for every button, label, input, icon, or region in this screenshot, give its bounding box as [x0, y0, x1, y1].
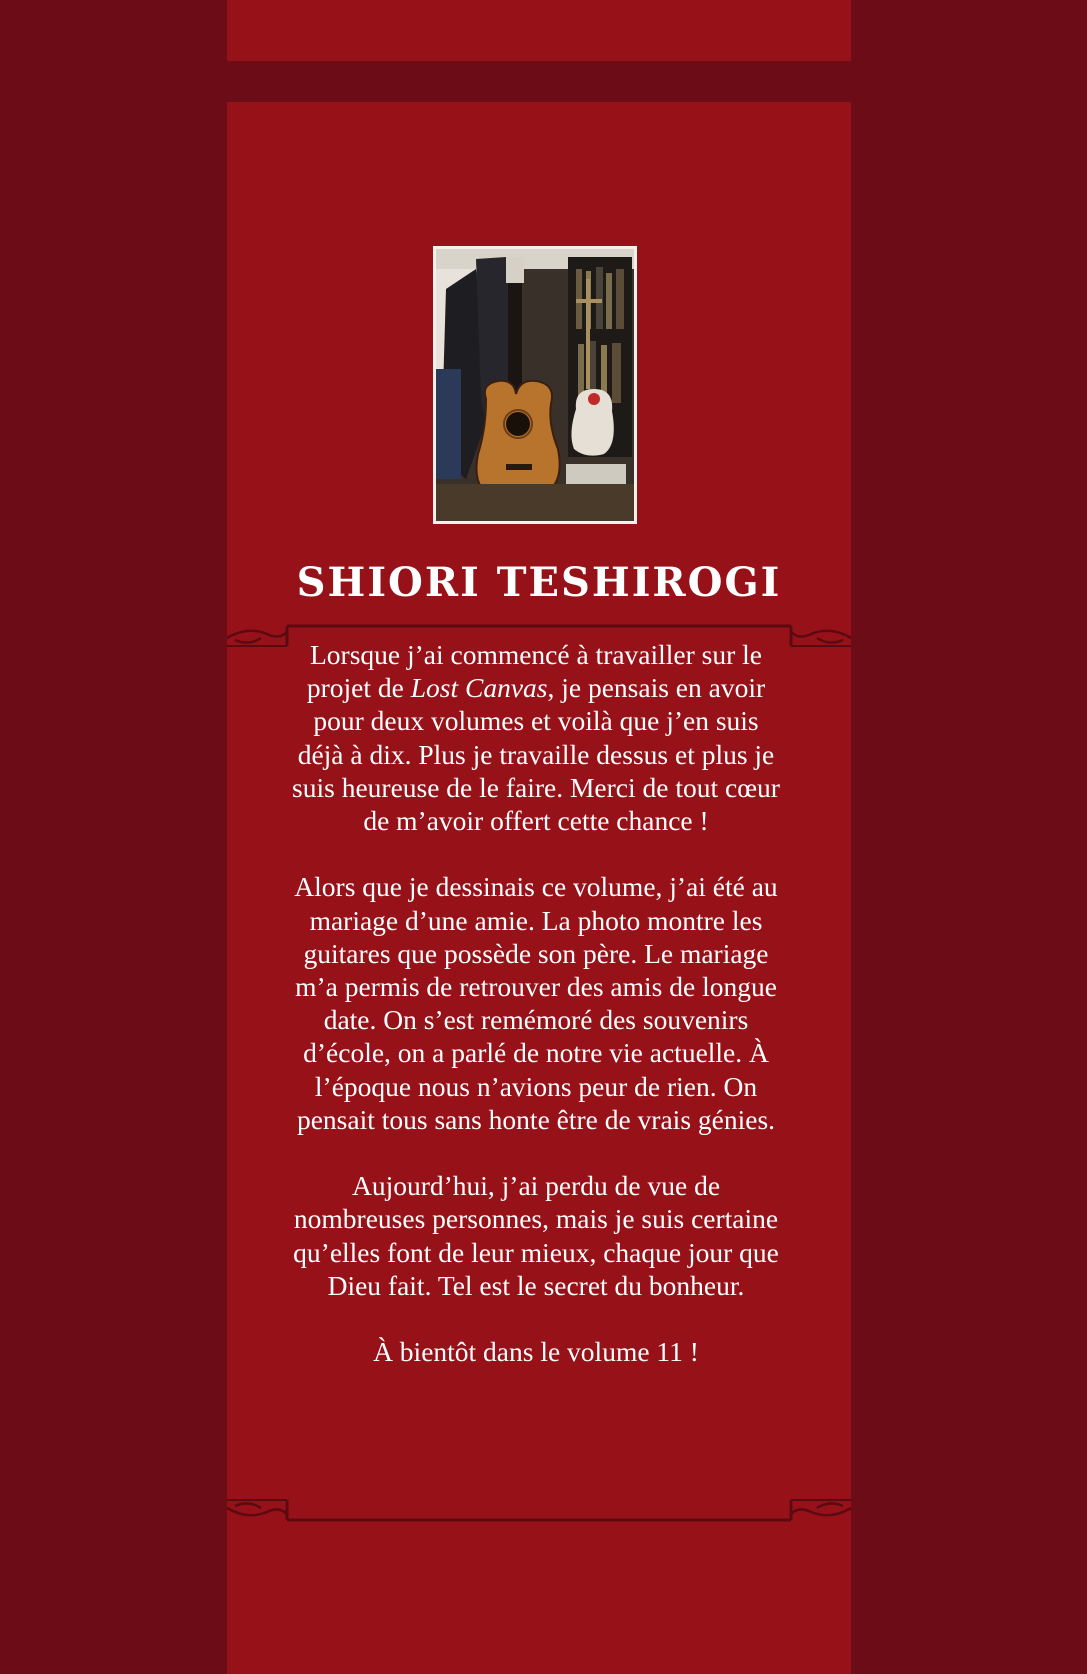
top-band: [227, 0, 851, 61]
right-margin: [851, 0, 1087, 1674]
message-p1-start: Lorsque j’ai commencé à travailler sur le projet de: [306, 639, 763, 704]
author-message: [290, 638, 782, 1368]
message-closing: À bientôt dans le volume 11 !: [373, 1336, 699, 1368]
work-title: Lost Canvas: [410, 672, 548, 704]
author-name: SHIORI TESHIROGI: [296, 559, 782, 606]
guitar-photo-illustration: [436, 249, 634, 521]
guitar-photo: [433, 246, 637, 524]
message-paragraph-1: [290, 638, 782, 837]
ornament-frame-bottom: [227, 1494, 851, 1530]
left-margin: [0, 0, 227, 1674]
message-paragraph-2: Alors que je dessinais ce volume, j’ai été au mariage d’une amie. La photo montre les guitares que possède son père. Le mariage m’a permis de retrouver des amis de longue date. On s’est remémoré des souvenirs d’école, on a parlé de notre vie actuelle. À l’époque nous n’avions peur de rien. On pensait tous sans honte être de vrais génies.: [294, 871, 778, 1135]
message-paragraph-3: Aujourd’hui, j’ai perdu de vue de nombreuses personnes, mais je suis certaine qu’elles font de leur mieux, chaque jour que Dieu fait. Tel est le secret du bonheur.: [293, 1170, 779, 1301]
header-divider-band: [227, 61, 851, 102]
message-p1-end: , je pensais en avoir pour deux volumes et voilà que j’en suis déjà à dix. Plus je travaille dessus et plus je suis heureuse de le faire. Merci de tout cœur de m’avoir offert cette chance !: [292, 672, 780, 837]
